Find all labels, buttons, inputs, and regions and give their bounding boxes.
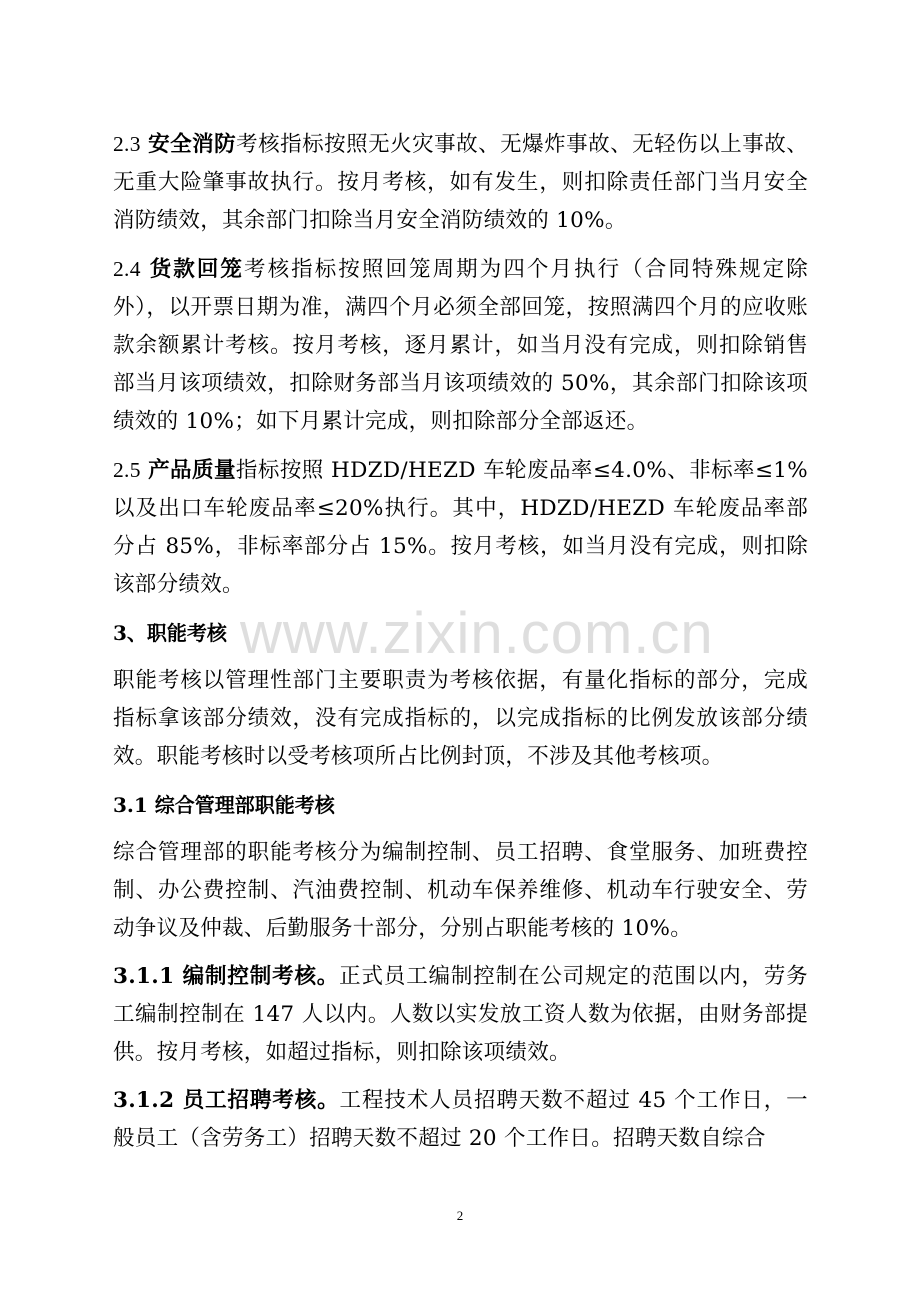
paragraph-3-1-1 xyxy=(113,958,808,1072)
clause-number: 2.3 xyxy=(113,132,141,156)
section-heading-3: 3、职能考核 xyxy=(113,621,227,645)
clause-term: 产品质量 xyxy=(148,458,236,483)
paragraph-2-3 xyxy=(113,125,808,240)
clause-number: 2.5 xyxy=(113,458,141,482)
clause-number: 2.4 xyxy=(113,257,141,281)
section-heading-3-1: 3.1 综合管理部职能考核 xyxy=(113,793,335,817)
paragraph-3-1: 综合管理部的职能考核分为编制控制、员工招聘、食堂服务、加班费控制、办公费控制、汽油费控制、机动车保养维修、机动车行驶安全、劳动争议及仲裁、后勤服务十部分，分别占职能考核的 10%。 xyxy=(113,840,808,941)
clause-text: 考核指标按照无火灾事故、无爆炸事故、无轻伤以上事故、无重大险肇事故执行。按月考核，如有发生，则扣除责任部门当月安全消防绩效，其余部门扣除当月安全消防绩效的 10%。 xyxy=(113,132,808,233)
clause-text: 考核指标按照回笼周期为四个月执行（合同特殊规定除外），以开票日期为准，满四个月必须全部回笼，按照满四个月的应收账款余额累计考核。按月考核，逐月累计，如当月没有完成，则扣除销售部当月该项绩效，扣除财务部当月该项绩效的 50%，其余部门扣除该项绩效的 10%；如下月累计完成，则扣除部分全部返还。 xyxy=(113,257,809,434)
clause-text: 工程技术人员招聘天数不超过 45 个工作日，一般员工（含劳务工）招聘天数不超过 20 个工作日。招聘天数自综合 xyxy=(113,1088,808,1151)
clause-term: 3.1.2 员工招聘考核。 xyxy=(113,1088,340,1113)
clause-text: 正式员工编制控制在公司规定的范围以内，劳务工编制控制在 147 人以内。人数以实发放工资人数为依据，由财务部提供。按月考核，如超过指标，则扣除该项绩效。 xyxy=(113,964,808,1065)
clause-term: 安全消防 xyxy=(148,132,237,157)
paragraph-3: 职能考核以管理性部门主要职责为考核依据，有量化指标的部分，完成指标拿该部分绩效，没有完成指标的，以完成指标的比例发放该部分绩效。职能考核时以受考核项所占比例封顶，不涉及其他考核项。 xyxy=(113,668,808,769)
page-number: 2 xyxy=(456,1208,464,1223)
paragraph-2-4 xyxy=(113,250,808,441)
page-body xyxy=(113,125,808,1168)
paragraph-2-5 xyxy=(113,451,808,604)
clause-text: 指标按照 HDZD/HEZD 车轮废品率≤4.0%、非标率≤1%以及出口车轮废品率≤20%执行。其中，HDZD/HEZD 车轮废品率部分占 85%，非标率部分占 15%。按月考核，如当月没有完成，则扣除该部分绩效。 xyxy=(113,458,809,597)
clause-term: 3.1.1 编制控制考核。 xyxy=(113,964,340,989)
paragraph-3-1-2 xyxy=(113,1082,808,1158)
watermark: www.zixin.com.cn xyxy=(240,601,714,666)
clause-term: 货款回笼 xyxy=(149,257,244,282)
